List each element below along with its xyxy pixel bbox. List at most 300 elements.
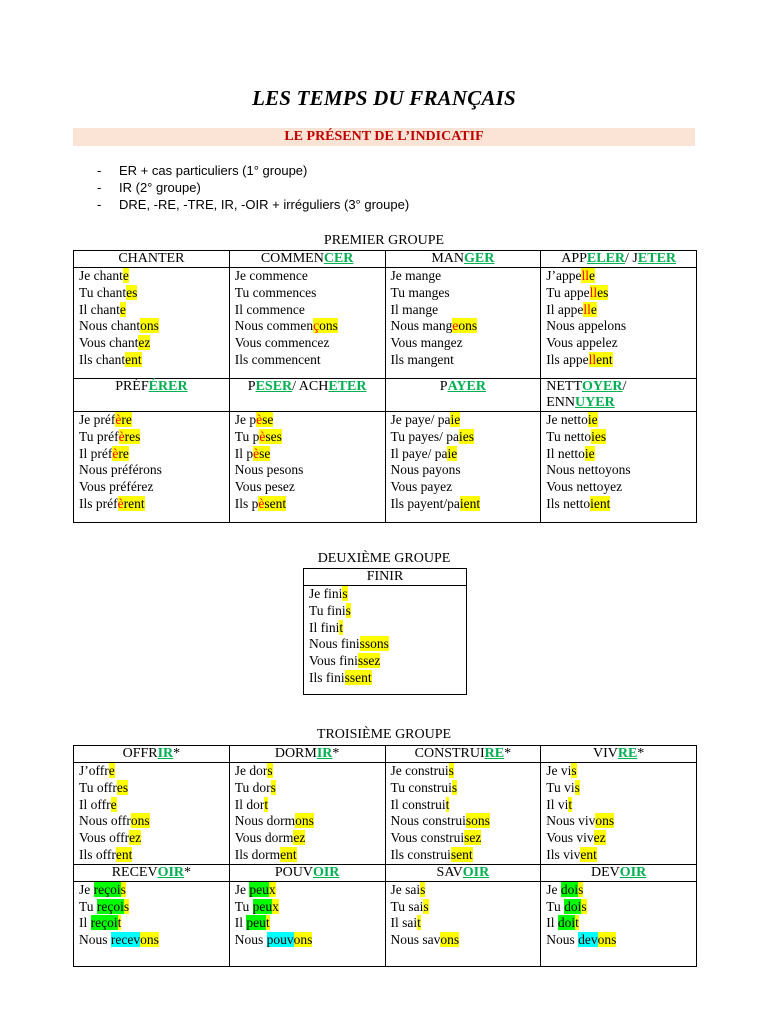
highlighted-ending: s: [267, 763, 273, 778]
text-segment: / ENN: [546, 379, 627, 410]
conjugation-cell: [229, 412, 385, 523]
highlighted-ending: ETER: [328, 379, 367, 394]
highlighted-ending: peu: [246, 915, 266, 931]
conjugated-form: [79, 496, 229, 513]
highlighted-ending: ez: [138, 335, 151, 351]
conjugated-form: [235, 915, 385, 932]
conjugated-form: [391, 318, 541, 335]
highlighted-ending: ent: [580, 846, 597, 862]
text-segment: Je: [79, 881, 94, 897]
conjugated-form: [546, 318, 696, 335]
rule-item: - DRE, -RE, -TRE, IR, -OIR + irréguliers (3° groupe): [95, 196, 409, 213]
text-segment: Tu chant: [79, 284, 127, 300]
conjugated-form: [391, 780, 541, 797]
highlighted-ending: OIR: [157, 864, 185, 880]
conjugated-form: [79, 830, 229, 847]
text-segment: Je construi: [390, 763, 449, 778]
text-segment: Vous préférez: [79, 479, 154, 495]
text-segment: *: [504, 746, 512, 761]
group-title-deuxieme: DEUXIÈME GROUPE: [317, 551, 451, 566]
highlighted-ending: t: [265, 915, 270, 931]
text-segment: Il sai: [390, 915, 418, 931]
conjugated-form: [391, 446, 541, 463]
text-segment: Nous mang: [390, 318, 453, 334]
conjugated-form: [235, 302, 385, 319]
verb-header: [541, 379, 697, 412]
highlighted-ending: t: [568, 796, 573, 812]
conjugated-form: [235, 335, 385, 352]
text-segment: Vous viv: [546, 830, 594, 846]
text-segment: Je dor: [234, 763, 268, 778]
conjugated-form: [546, 830, 696, 847]
conjugated-form: [309, 586, 466, 603]
text-segment: Tu manges: [390, 284, 450, 300]
highlighted-ending: è: [253, 445, 260, 461]
text-segment: Tu construi: [390, 779, 452, 795]
verb-header: [541, 864, 697, 881]
verb-header: [229, 864, 385, 881]
conjugated-form: [235, 429, 385, 446]
conjugated-form: [79, 915, 229, 932]
conjugated-form: [79, 335, 229, 352]
text-segment: Nous: [546, 932, 579, 948]
text-segment: Vous commencez: [234, 335, 330, 351]
highlighted-ending: pouv: [266, 932, 294, 948]
highlighted-ending: ent: [115, 846, 133, 862]
highlighted-ending: ez: [593, 830, 606, 846]
text-segment: Vous construi: [390, 830, 465, 846]
conjugated-form: [546, 446, 696, 463]
text-segment: Tu offr: [79, 779, 117, 795]
text-segment: Vous pesez: [234, 479, 295, 495]
conjugated-form: [546, 813, 696, 830]
highlighted-ending: ie: [587, 412, 598, 427]
highlighted-ending: re: [118, 445, 129, 461]
conjugated-form: [79, 882, 229, 899]
text-segment: Ils chant: [79, 351, 126, 367]
text-segment: Nous construi: [390, 813, 466, 829]
highlighted-ending: t: [264, 796, 269, 812]
text-segment: Ils offr: [79, 846, 116, 862]
conjugation-cell: [541, 412, 697, 523]
verb-header: [541, 746, 697, 763]
highlighted-ending: x: [272, 898, 279, 914]
text-segment: Nous: [79, 932, 111, 948]
text-segment: Tu appe: [546, 284, 590, 300]
page-title: LES TEMPS DU FRANÇAIS: [252, 86, 516, 110]
conjugated-form: [546, 847, 696, 864]
highlighted-ending: reçoi: [96, 898, 124, 914]
conjugated-form: [79, 429, 229, 446]
text-segment: Vous appelez: [546, 335, 618, 351]
verb-header: [229, 251, 385, 268]
conjugated-form: [546, 496, 696, 513]
text-segment: Tu p: [234, 428, 260, 444]
conjugation-cell: [541, 268, 697, 379]
highlighted-ending: ies: [459, 428, 475, 444]
conjugated-form: [391, 813, 541, 830]
conjugation-cell: [385, 412, 541, 523]
highlighted-ending: ez: [129, 830, 142, 846]
conjugated-form: [235, 830, 385, 847]
text-segment: *: [637, 746, 645, 761]
group-title-premier: PREMIER GROUPE: [323, 233, 445, 248]
highlighted-ending: GER: [464, 251, 495, 266]
highlighted-ending: s: [342, 586, 348, 601]
highlighted-ending: ie: [447, 445, 458, 461]
highlighted-ending: OYER: [582, 379, 623, 394]
highlighted-ending: dev: [578, 932, 598, 948]
conjugated-form: [391, 899, 541, 916]
highlighted-ending: ETER: [637, 251, 677, 266]
conjugated-form: [391, 412, 541, 429]
text-segment: VIV: [592, 746, 618, 761]
premier-groupe-table: [73, 250, 697, 523]
conjugated-form: [235, 847, 385, 864]
conjugated-form: [391, 268, 541, 285]
highlighted-ending: recev: [110, 932, 141, 948]
verb-header: [385, 251, 541, 268]
text-segment: Je p: [234, 412, 257, 427]
text-segment: Tu sai: [390, 898, 424, 914]
highlighted-ending: ll: [589, 284, 598, 300]
conjugated-form: [235, 479, 385, 496]
highlighted-ending: se: [262, 412, 274, 427]
highlighted-ending: t: [417, 915, 421, 931]
conjugated-form: [309, 670, 466, 687]
highlighted-ending: IR: [316, 746, 333, 761]
verb-header: [385, 746, 541, 763]
highlighted-ending: e: [452, 318, 459, 334]
text-segment: Nous payons: [390, 462, 461, 478]
conjugated-form: [391, 797, 541, 814]
conjugated-form: [79, 318, 229, 335]
highlighted-ending: ons: [293, 932, 313, 948]
text-segment: Il: [79, 915, 91, 931]
conjugated-form: [546, 285, 696, 302]
text-segment: Nous chant: [79, 318, 141, 334]
highlighted-ending: ons: [319, 318, 338, 334]
highlighted-ending: è: [112, 445, 119, 461]
verb-header: [541, 251, 697, 268]
text-segment: Nous dorm: [234, 813, 296, 829]
text-segment: Vous chant: [79, 335, 139, 351]
text-segment: Vous payez: [390, 479, 453, 495]
conjugation-cell: [385, 881, 541, 966]
verb-header: [385, 379, 541, 412]
highlighted-ending: s: [270, 779, 276, 795]
text-segment: Il paye/ pa: [390, 445, 448, 461]
conjugated-form: [391, 830, 541, 847]
text-segment: Vous offr: [79, 830, 130, 846]
text-segment: / J: [625, 251, 638, 266]
highlighted-ending: doi: [564, 898, 582, 914]
text-segment: Vous dorm: [234, 830, 294, 846]
conjugated-form: [235, 352, 385, 369]
highlighted-ending: sent: [450, 846, 473, 862]
text-segment: Il préf: [79, 445, 113, 461]
text-segment: Ils préf: [79, 495, 118, 511]
conjugated-form: [309, 653, 466, 670]
text-segment: Ils payent/pa: [390, 495, 460, 511]
conjugated-form: [79, 797, 229, 814]
highlighted-ending: rent: [123, 495, 145, 511]
text-segment: Nous: [234, 932, 267, 948]
text-segment: Il p: [234, 445, 254, 461]
highlighted-ending: reçoi: [93, 881, 121, 897]
highlighted-ending: OIR: [312, 864, 340, 880]
text-segment: Ils construi: [390, 846, 451, 862]
conjugated-form: [391, 462, 541, 479]
highlighted-ending: es: [126, 284, 138, 300]
text-segment: Ils commencent: [234, 351, 321, 367]
highlighted-ending: s: [423, 898, 429, 914]
highlighted-ending: s: [451, 779, 458, 795]
highlighted-ending: t: [117, 915, 122, 931]
text-segment: Tu netto: [546, 428, 592, 444]
highlighted-ending: ent: [125, 351, 142, 367]
text-segment: J’offr: [79, 763, 109, 778]
conjugation-cell: [74, 881, 230, 966]
highlighted-ending: ons: [597, 932, 617, 948]
highlighted-ending: ssent: [344, 669, 372, 685]
conjugation-cell: [229, 881, 385, 966]
text-segment: Je fini: [309, 586, 343, 601]
text-segment: Je préf: [79, 412, 116, 427]
conjugated-form: [79, 302, 229, 319]
text-segment: Tu: [234, 898, 253, 914]
text-segment: Vous fini: [309, 653, 358, 669]
conjugated-form: [79, 446, 229, 463]
conjugated-form: [235, 813, 385, 830]
highlighted-ending: ssez: [357, 653, 381, 669]
highlighted-ending: AYER: [447, 379, 486, 394]
verb-header: [385, 864, 541, 881]
highlighted-ending: ll: [583, 301, 591, 317]
text-segment: *: [332, 746, 340, 761]
text-segment: Vous mangez: [390, 335, 463, 351]
conjugated-form: [235, 780, 385, 797]
highlighted-ending: ELER: [586, 251, 626, 266]
highlighted-ending: ons: [295, 813, 314, 829]
rule-item: - IR (2° groupe): [95, 179, 409, 196]
highlighted-ending: e: [590, 301, 597, 317]
text-segment: Nous nettoyons: [546, 462, 631, 478]
text-segment: Nous appelons: [546, 318, 627, 334]
conjugated-form: [235, 763, 385, 780]
highlighted-ending: ie: [450, 412, 461, 427]
conjugated-form: [391, 763, 541, 780]
text-segment: Je chant: [79, 268, 123, 283]
conjugated-form: [79, 847, 229, 864]
text-segment: OFFR: [122, 746, 158, 761]
highlighted-ending: sez: [464, 830, 482, 846]
text-segment: Il commence: [234, 301, 305, 317]
verb-header: [304, 569, 467, 586]
highlighted-ending: s: [420, 881, 426, 897]
text-segment: Ils dorm: [234, 846, 281, 862]
text-segment: APP: [561, 251, 587, 266]
highlighted-ending: peu: [252, 898, 273, 914]
text-segment: Il chant: [79, 301, 120, 317]
highlighted-ending: è: [259, 428, 266, 444]
highlighted-ending: ient: [590, 495, 611, 511]
text-segment: PRÉF: [115, 379, 149, 394]
highlighted-ending: s: [120, 881, 126, 897]
conjugated-form: [235, 496, 385, 513]
highlighted-ending: ÉRER: [148, 379, 188, 394]
text-segment: Tu vi: [546, 779, 575, 795]
text-segment: Nous sav: [390, 932, 441, 948]
text-segment: Nous viv: [546, 813, 596, 829]
highlighted-ending: ssons: [359, 636, 389, 652]
text-segment: Il netto: [546, 445, 585, 461]
text-segment: / ACH: [292, 379, 329, 394]
text-segment: Il dor: [234, 796, 265, 812]
text-segment: CONSTRUI: [414, 746, 485, 761]
highlighted-ending: res: [124, 428, 141, 444]
highlighted-ending: è: [118, 428, 125, 444]
highlighted-ending: t: [575, 915, 579, 931]
conjugation-cell: [304, 586, 467, 695]
text-segment: Je sai: [390, 881, 421, 897]
text-segment: Tu: [79, 898, 97, 914]
text-segment: Ils p: [234, 495, 259, 511]
highlighted-ending: es: [116, 779, 129, 795]
conjugated-form: [309, 603, 466, 620]
text-segment: Il vi: [546, 796, 569, 812]
conjugated-form: [546, 882, 696, 899]
highlighted-ending: s: [123, 898, 130, 914]
highlighted-ending: IR: [157, 746, 174, 761]
highlighted-ending: doi: [560, 881, 579, 897]
text-segment: Il fini: [309, 619, 340, 635]
highlighted-ending: sons: [465, 813, 490, 829]
conjugated-form: [546, 302, 696, 319]
highlighted-ending: RE: [617, 746, 638, 761]
highlighted-ending: ons: [440, 932, 460, 948]
highlighted-ending: peu: [249, 881, 269, 897]
text-segment: Je: [234, 881, 250, 897]
highlighted-ending: OIR: [462, 864, 490, 880]
text-segment: POUV: [274, 864, 313, 880]
conjugated-form: [309, 636, 466, 653]
conjugation-cell: [385, 763, 541, 865]
conjugated-form: [235, 285, 385, 302]
text-segment: Il: [234, 915, 247, 931]
highlighted-ending: ons: [595, 813, 615, 829]
highlighted-ending: ons: [458, 318, 478, 334]
conjugation-cell: [385, 268, 541, 379]
conjugated-form: [546, 915, 696, 932]
conjugated-form: [235, 268, 385, 285]
verb-header: [74, 379, 230, 412]
highlighted-ending: ll: [588, 351, 597, 367]
text-segment: Nous offr: [79, 813, 131, 829]
highlighted-ending: sent: [264, 495, 287, 511]
text-segment: Tu fini: [309, 602, 346, 618]
group-title-troisieme: TROISIÈME GROUPE: [316, 727, 452, 742]
conjugated-form: [546, 899, 696, 916]
text-segment: *: [173, 746, 181, 761]
rule-item: - ER + cas particuliers (1° groupe): [95, 162, 409, 179]
conjugated-form: [391, 915, 541, 932]
highlighted-ending: e: [119, 301, 126, 317]
conjugated-form: [79, 780, 229, 797]
conjugated-form: [79, 352, 229, 369]
highlighted-ending: s: [581, 898, 587, 914]
conjugated-form: [79, 285, 229, 302]
highlighted-ending: è: [117, 495, 124, 511]
conjugation-cell: [74, 412, 230, 523]
verb-header: [229, 379, 385, 412]
conjugated-form: [79, 813, 229, 830]
conjugated-form: [546, 352, 696, 369]
highlighted-ending: s: [448, 763, 454, 778]
conjugated-form: [391, 847, 541, 864]
text-segment: J’appe: [546, 268, 582, 283]
text-segment: Je vi: [546, 763, 572, 778]
conjugated-form: [79, 462, 229, 479]
conjugated-form: [79, 268, 229, 285]
conjugated-form: [391, 302, 541, 319]
conjugated-form: [546, 268, 696, 285]
conjugated-form: [79, 932, 229, 949]
text-segment: Je commence: [234, 268, 308, 283]
highlighted-ending: x: [268, 881, 276, 897]
conjugated-form: [546, 780, 696, 797]
text-segment: SAV: [436, 864, 463, 880]
conjugated-form: [546, 462, 696, 479]
text-segment: CHANTER: [118, 251, 185, 266]
text-segment: Tu: [546, 898, 565, 914]
text-segment: MAN: [431, 251, 465, 266]
highlighted-ending: ç: [313, 318, 320, 334]
conjugated-form: [546, 479, 696, 496]
text-segment: Tu préf: [79, 428, 119, 444]
highlighted-ending: ll: [581, 268, 589, 283]
highlighted-ending: UYER: [575, 395, 615, 410]
conjugated-form: [546, 335, 696, 352]
text-segment: Vous nettoyez: [546, 479, 623, 495]
text-segment: Il offr: [79, 796, 111, 812]
text-segment: Tu commences: [234, 284, 317, 300]
text-segment: RECEV: [111, 864, 158, 880]
text-segment: Ils mangent: [390, 351, 454, 367]
highlighted-ending: e: [108, 763, 115, 778]
conjugation-cell: [541, 763, 697, 865]
text-segment: Je netto: [546, 412, 588, 427]
conjugated-form: [79, 479, 229, 496]
highlighted-ending: s: [571, 763, 577, 778]
text-segment: Nous pesons: [234, 462, 304, 478]
highlighted-ending: s: [578, 881, 584, 897]
text-segment: Ils netto: [546, 495, 591, 511]
conjugated-form: [391, 932, 541, 949]
text-segment: Nous fini: [309, 636, 360, 652]
conjugated-form: [391, 352, 541, 369]
deuxieme-groupe-table: [303, 568, 467, 695]
highlighted-ending: s: [345, 602, 351, 618]
text-segment: Ils viv: [546, 846, 581, 862]
troisieme-groupe-table: [73, 745, 697, 967]
highlighted-ending: è: [258, 495, 265, 511]
text-segment: DORM: [274, 746, 317, 761]
verb-header: [74, 864, 230, 881]
text-segment: Ils appe: [546, 351, 589, 367]
conjugated-form: [235, 932, 385, 949]
highlighted-ending: reçoi: [90, 915, 118, 931]
